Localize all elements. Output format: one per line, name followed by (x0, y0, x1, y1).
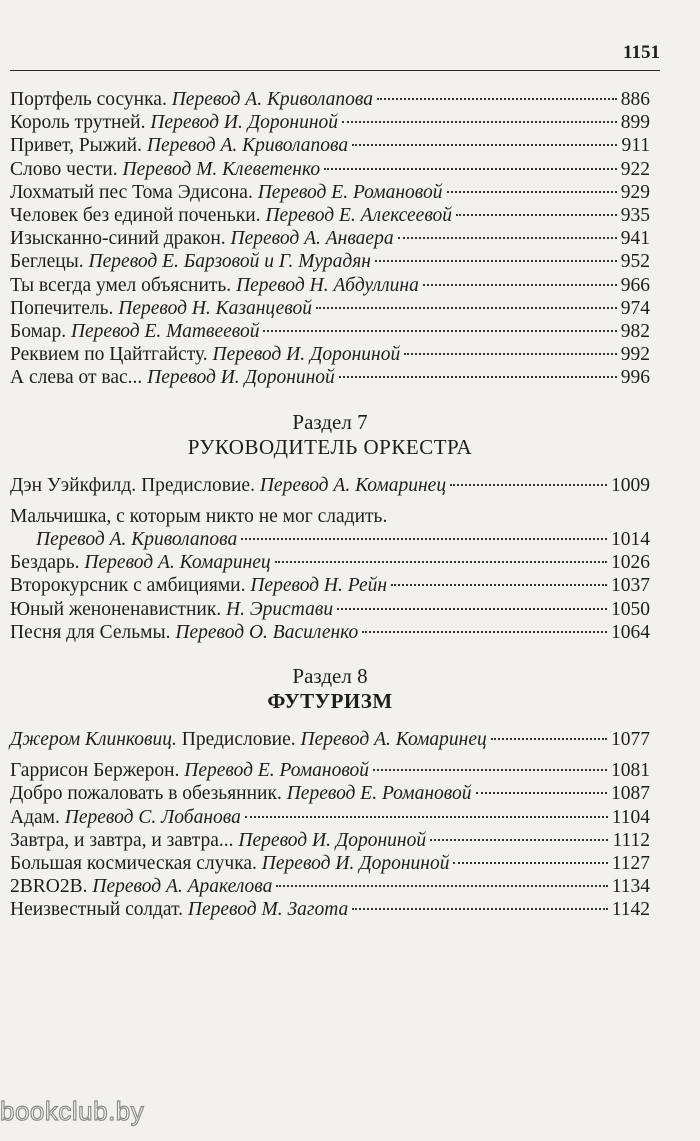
entry-title: 2BRO2B. (10, 876, 88, 898)
entry-translator: Перевод М. Загота (187, 899, 349, 921)
multiline-translator: Перевод А. Криволапова (36, 529, 238, 551)
toc-content (10, 88, 650, 922)
header-rule (10, 70, 660, 71)
entry-page: 941 (620, 228, 650, 250)
page-number: 1151 (623, 42, 660, 63)
preface-author: Дэн Уэйкфилд. (10, 474, 137, 496)
toc-list-section-7 (10, 551, 650, 644)
entry-title: Король трутней. (10, 112, 146, 134)
section-7-title: РУКОВОДИТЕЛЬ ОРКЕСТРА (187, 434, 473, 459)
entry-page: 992 (620, 344, 650, 366)
toc-entry (10, 551, 650, 574)
entry-title: Адам. (10, 806, 60, 828)
entry-page: 1104 (611, 806, 650, 828)
toc-entry (10, 297, 650, 320)
entry-translator: Перевод И. Дорониной (261, 853, 450, 875)
entry-page: 911 (621, 135, 650, 157)
entry-translator: Перевод Е. Барзовой и Г. Мурадян (88, 251, 371, 273)
preface-author: Джером Клинковиц. (10, 729, 177, 751)
toc-list-section-8 (10, 759, 650, 921)
toc-entry (10, 320, 650, 343)
entry-title: Завтра, и завтра, и завтра... (10, 829, 234, 851)
entry-page: 922 (620, 158, 650, 180)
entry-title: Лохматый пес Тома Эдисона. (10, 181, 253, 203)
entry-page: 1134 (611, 876, 650, 898)
toc-entry (10, 158, 650, 181)
entry-title: Большая космическая случка. (10, 853, 257, 875)
entry-title: Песня для Сельмы. (10, 621, 171, 643)
preface-label: Предисловие. (141, 474, 255, 496)
toc-entry (10, 111, 650, 134)
entry-title: Ты всегда умел объяснить. (10, 274, 232, 296)
entry-page: 1112 (612, 829, 650, 851)
entry-translator: Перевод Н. Казанцевой (118, 297, 312, 319)
section-8-title: ФУТУРИЗМ (267, 689, 393, 714)
multiline-page: 1014 (611, 529, 650, 551)
toc-entry (10, 829, 650, 852)
multiline-entry-line2 (10, 528, 650, 551)
toc-entry (10, 343, 650, 366)
entry-translator: Перевод Е. Романовой (184, 760, 370, 782)
entry-translator: Перевод Н. Рейн (250, 575, 388, 597)
entry-page: 929 (620, 181, 650, 203)
entry-translator: Перевод О. Василенко (175, 621, 359, 643)
entry-page: 996 (620, 367, 650, 389)
toc-entry (10, 806, 650, 829)
entry-page: 982 (620, 321, 650, 343)
toc-entry (10, 898, 650, 921)
toc-entry (10, 852, 650, 875)
toc-entry (10, 759, 650, 782)
entry-title: Бомар. (10, 321, 67, 343)
entry-title: Привет, Рыжий. (10, 135, 142, 157)
preface-label: Предисловие. (181, 729, 296, 751)
watermark: bookclub.by (0, 1096, 145, 1126)
entry-title: Юный женоненавистник. (10, 598, 222, 620)
entry-translator: Перевод М. Клеветенко (122, 158, 321, 180)
entry-translator: Перевод А. Криволапова (171, 89, 373, 110)
multiline-entry-title: Мальчишка, с которым никто не мог сладить. (10, 505, 388, 527)
entry-page: 966 (620, 274, 650, 296)
toc-entry (10, 875, 650, 898)
toc-entry (10, 204, 650, 227)
entry-translator: Перевод Е. Романовой (286, 783, 472, 805)
entry-translator: Перевод А. Анваера (230, 228, 394, 250)
entry-page: 1087 (611, 783, 650, 805)
entry-page: 1127 (611, 853, 650, 875)
entry-title: Добро пожаловать в обезьянник. (10, 783, 282, 805)
entry-translator: Перевод Н. Абдуллина (236, 274, 419, 296)
entry-title: Человек без единой поченьки. (10, 205, 261, 227)
toc-entry (10, 88, 650, 111)
preface-translator: Перевод А. Комаринец (259, 474, 447, 496)
entry-page: 1064 (611, 621, 650, 643)
entry-title: Второкурсник с амбициями. (10, 575, 246, 597)
entry-page: 899 (620, 112, 650, 134)
entry-title: Реквием по Цайтгайсту. (10, 344, 208, 366)
section-8-heading (10, 664, 650, 714)
entry-page: 886 (620, 89, 650, 110)
entry-title: Слово чести. (10, 158, 118, 180)
toc-entry (10, 621, 650, 644)
entry-translator: Перевод А. Аракелова (92, 876, 273, 898)
toc-entry (10, 181, 650, 204)
entry-page: 974 (620, 297, 650, 319)
entry-page: 1026 (611, 552, 650, 574)
entry-page: 952 (620, 251, 650, 273)
preface-page: 1077 (611, 729, 650, 751)
section-8-preface (10, 728, 650, 751)
entry-title: Неизвестный солдат. (10, 899, 184, 921)
toc-entry (10, 574, 650, 597)
entry-title: Изысканно-синий дракон. (10, 228, 226, 250)
entry-title: Бездарь. (10, 552, 80, 574)
entry-title: Беглецы. (10, 251, 84, 273)
section-7-preface (10, 474, 650, 497)
entry-page: 1050 (611, 598, 650, 620)
toc-entry (10, 366, 650, 389)
entry-translator: Перевод С. Лобанова (64, 806, 241, 828)
entry-translator: Перевод И. Дорониной (147, 367, 335, 389)
entry-translator: Перевод Е. Алексеевой (265, 205, 453, 227)
entry-page: 1037 (611, 575, 650, 597)
entry-translator: Перевод А. Криволапова (146, 135, 349, 157)
section-8-label: Раздел 8 (292, 664, 368, 689)
section-7-label: Раздел 7 (292, 409, 368, 434)
entry-page: 935 (620, 205, 650, 227)
toc-entry (10, 250, 650, 273)
entry-title: Попечитель. (10, 297, 114, 319)
entry-title: А слева от вас... (10, 367, 143, 389)
entry-translator: Перевод И. Дорониной (238, 829, 427, 851)
preface-page: 1009 (611, 474, 650, 496)
toc-entry (10, 227, 650, 250)
toc-list-top (10, 88, 650, 390)
toc-entry (10, 598, 650, 621)
entry-translator: Перевод И. Дорониной (150, 112, 338, 134)
entry-page: 1142 (611, 899, 650, 921)
entry-page: 1081 (611, 760, 650, 782)
entry-translator: Перевод А. Комаринец (84, 552, 271, 574)
preface-translator: Перевод А. Комаринец (300, 729, 487, 751)
entry-translator: Н. Эристави (226, 598, 334, 620)
entry-translator: Перевод Е. Матвеевой (70, 321, 260, 343)
toc-entry (10, 782, 650, 805)
entry-title: Портфель сосунка. (10, 89, 167, 110)
section-7-heading (10, 410, 650, 460)
toc-entry (10, 274, 650, 297)
entry-title: Гаррисон Бержерон. (10, 760, 180, 782)
toc-entry (10, 134, 650, 157)
entry-translator: Перевод Е. Романовой (257, 181, 443, 203)
entry-translator: Перевод И. Дорониной (212, 344, 401, 366)
